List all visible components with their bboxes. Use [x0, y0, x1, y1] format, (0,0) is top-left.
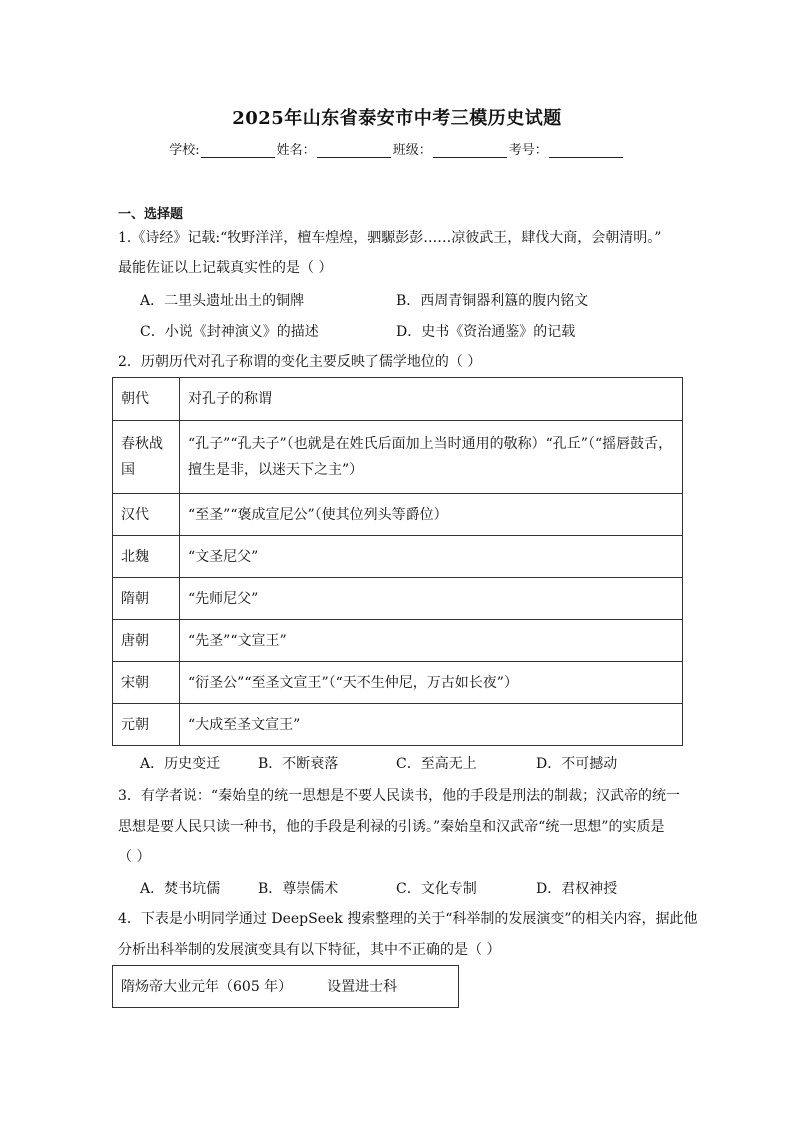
q1-option-b: B．西周青铜器利簋的腹内铭文 — [396, 293, 589, 309]
table-row — [113, 536, 683, 578]
q2-option-c: C．至高无上 — [396, 756, 477, 772]
number-blank — [549, 143, 623, 158]
q2-stem: 2．历朝历代对孔子称谓的变化主要反映了儒学地位的（ ） — [118, 354, 482, 370]
q2-option-a: A．历史变迁 — [140, 756, 221, 772]
number-label: 考号： — [508, 143, 548, 158]
era-cell — [113, 421, 180, 494]
table-row — [113, 966, 459, 1008]
q2-option-b: B．不断衰落 — [258, 756, 339, 772]
section-heading: 一、选择题 — [118, 207, 184, 222]
table-row — [113, 421, 683, 494]
q4-exam-table — [112, 965, 459, 1008]
q3-option-a: A．焚书坑儒 — [140, 881, 221, 897]
q4-stem-line2: 分析出科举制的发展演变具有以下特征，其中不正确的是（ ） — [118, 942, 501, 958]
q1-stem-line2: 最能佐证以上记载真实性的是（ ） — [118, 260, 333, 276]
exam-time: 隋炀帝大业元年（605 年） — [121, 978, 293, 995]
q3-option-d: D．君权神授 — [536, 881, 618, 897]
title-cell — [180, 421, 683, 494]
school-label: 学校: — [169, 143, 200, 158]
title-line1: “孔子”“孔夫子”（也就是在姓氏后面加上当时通用的敬称）“孔丘”（“摇唇鼓舌， — [188, 436, 673, 452]
header-era: 朝代 — [113, 378, 180, 421]
q2-option-d: D．不可撼动 — [536, 756, 618, 772]
q3-stem-line3: （ ） — [118, 849, 151, 865]
title-line2: 擅生是非，以迷天下之主”） — [188, 462, 364, 478]
title-cell: “先师尼父” — [180, 578, 683, 620]
page-title: 2025年山东省泰安市中考三模历史试题 — [232, 108, 562, 129]
exam-event: 设置进士科 — [327, 978, 398, 995]
title-cell: “文圣尼父” — [180, 536, 683, 578]
q3-stem-line2: 思想是要人民只读一种书，他的手段是利禄的引诱。”秦始皇和汉武帝“统一思想”的实质是 — [118, 819, 665, 835]
table-row — [113, 662, 683, 704]
era-cell: 隋朝 — [113, 578, 180, 620]
q3-stem-line1: 3．有学者说：“秦始皇的统一思想是不要人民读书，他的手段是刑法的制裁；汉武帝的统一 — [118, 788, 681, 804]
era-cell: 宋朝 — [113, 662, 180, 704]
era-line2: 国 — [121, 462, 135, 478]
class-label: 班级： — [392, 143, 432, 158]
q3-option-c: C．文化专制 — [396, 881, 477, 897]
student-info-row — [0, 139, 794, 158]
era-line1: 春秋战 — [121, 436, 163, 452]
q1-option-d: D．史书《资治通鉴》的记载 — [396, 324, 576, 340]
title-cell: “大成至圣文宣王” — [180, 704, 683, 746]
q4-stem-line1: 4．下表是小明同学通过 DeepSeek 搜索整理的关于“科举制的发展演变”的相关内容，据此他 — [118, 911, 698, 927]
table-row — [113, 494, 683, 536]
exam-row-cell — [113, 966, 459, 1008]
title-cell: “至圣”“褒成宣尼公”（使其位列头等爵位） — [180, 494, 683, 536]
title-cell: “衍圣公”“至圣文宣王”（“天不生仲尼，万古如长夜”） — [180, 662, 683, 704]
school-blank — [201, 143, 275, 158]
table-header-row — [113, 378, 683, 421]
era-cell: 北魏 — [113, 536, 180, 578]
table-row — [113, 620, 683, 662]
header-title: 对孔子的称谓 — [180, 378, 683, 421]
q1-option-c: C．小说《封神演义》的描述 — [140, 324, 319, 340]
q2-title-table — [112, 377, 683, 746]
q1-stem-line1: 1.《诗经》记载:“牧野洋洋，檀车煌煌，驷騵彭彭……凉彼武王，肆伐大商，会朝清明。” — [118, 230, 662, 246]
class-blank — [433, 143, 507, 158]
title-cell: “先圣”“文宣王” — [180, 620, 683, 662]
era-cell: 元朝 — [113, 704, 180, 746]
table-row — [113, 704, 683, 746]
era-cell: 汉代 — [113, 494, 180, 536]
q3-option-b: B．尊崇儒术 — [258, 881, 339, 897]
name-blank — [317, 143, 391, 158]
q1-option-a: A．二里头遗址出土的铜牌 — [140, 293, 305, 309]
era-cell: 唐朝 — [113, 620, 180, 662]
name-label: 姓名： — [276, 143, 316, 158]
table-row — [113, 578, 683, 620]
